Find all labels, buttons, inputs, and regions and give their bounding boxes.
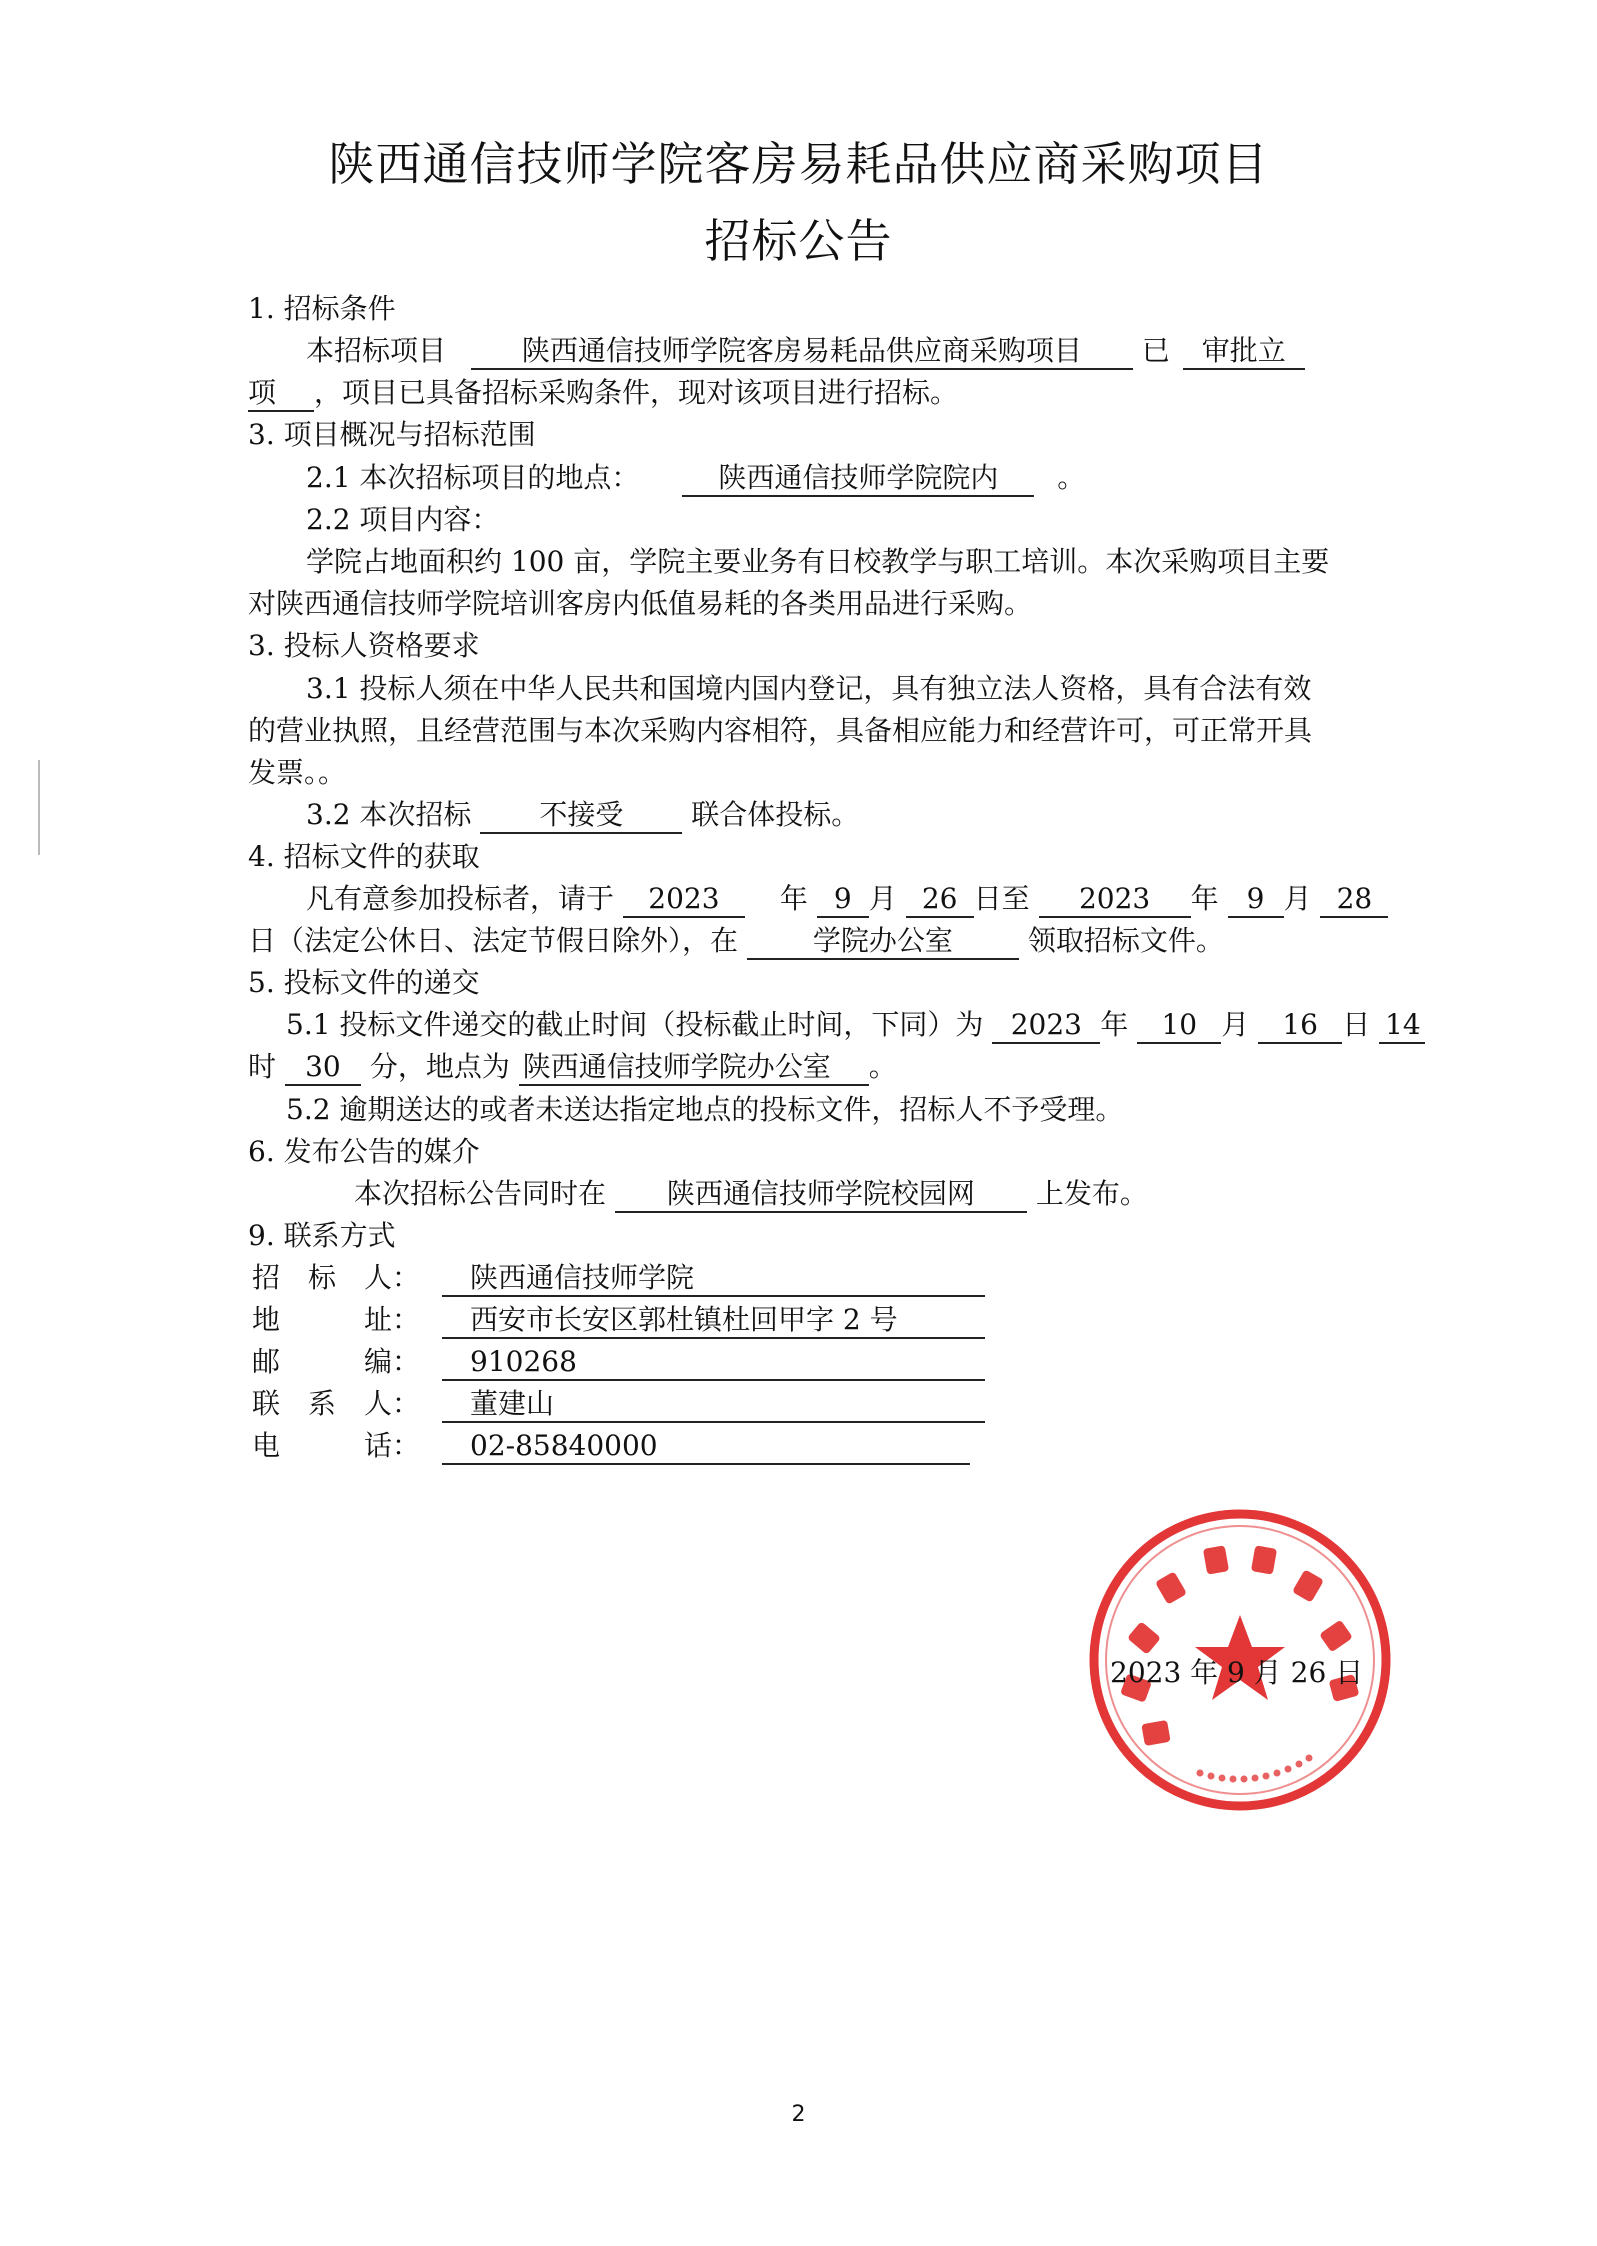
s3-p31-3: 发票。。: [248, 756, 347, 789]
s6-heading: 6. 发布公告的媒介: [248, 1135, 480, 1168]
s1-line2: [248, 373, 958, 413]
s1-mid: 已: [1141, 334, 1170, 367]
s3-p31-1: 3.1 投标人须在中华人民共和国境内国内登记，具有独立法人资格，具有合法有效: [306, 672, 1312, 705]
s5-p52: 5.2 逾期送达的或者未送达指定地点的投标文件，招标人不予受理。: [286, 1093, 1124, 1126]
s3-consortium: 不接受: [480, 798, 682, 834]
scan-margin-mark: [38, 760, 40, 855]
s4-l2-pre: 日（法定公休日、法定节假日除外），在: [248, 924, 739, 957]
s5-pre: 5.1 投标文件递交的截止时间（投标截止时间，下同）为: [286, 1008, 984, 1041]
title-line-2: 招标公告: [704, 214, 893, 268]
s5-place: 陕西通信技师学院办公室: [519, 1050, 869, 1086]
s9-heading: 9. 联系方式: [248, 1219, 396, 1252]
contact-value: 西安市长安区郭杜镇杜回甲字 2 号: [442, 1303, 985, 1339]
s2-location: 陕西通信技师学院院内: [682, 461, 1034, 497]
s4-month-2: 9: [1228, 882, 1284, 918]
s4-year-1: 2023: [623, 882, 745, 918]
contact-row: [252, 1426, 970, 1466]
s4-day-2: 28: [1320, 882, 1388, 918]
s2-p21-pre: 2.1 本次招标项目的地点：: [306, 461, 640, 494]
s4-place: 学院办公室: [747, 924, 1019, 960]
contact-value: 910268: [442, 1345, 985, 1381]
s6-pre: 本次招标公告同时在: [354, 1177, 607, 1210]
s3-p32-pre: 3.2 本次招标: [306, 798, 472, 831]
title-line-1: 陕西通信技师学院客房易耗品供应商采购项目: [328, 137, 1269, 191]
s1-status-a: 审批立: [1183, 334, 1305, 370]
s4-nian-2: 年: [1190, 882, 1219, 915]
contact-value: 陕西通信技师学院: [442, 1261, 985, 1297]
s4-pre: 凡有意参加投标者，请于: [306, 882, 615, 915]
s3-p31-2: 的营业执照，且经营范围与本次采购内容相符，具备相应能力和经营许可，可正常开具: [248, 714, 1313, 747]
s6-post: 上发布。: [1035, 1177, 1148, 1210]
s4-heading: 4. 招标文件的获取: [248, 840, 480, 873]
contact-label: 邮 编：: [252, 1345, 421, 1378]
s5-p51-line2: [248, 1047, 897, 1087]
s2-p21-post: 。: [1057, 461, 1086, 494]
contact-label: 招 标 人：: [252, 1261, 421, 1294]
s1-post: ，项目已具备招标采购条件，现对该项目进行招标。: [314, 376, 959, 409]
s3-p32: [306, 795, 859, 835]
s5-minute: 30: [285, 1050, 361, 1086]
contact-row: [252, 1384, 985, 1424]
contact-label: 联 系 人：: [252, 1387, 421, 1420]
s5-day: 16: [1258, 1008, 1342, 1044]
contact-row: [252, 1342, 985, 1382]
s5-nian: 年: [1100, 1008, 1129, 1041]
s5-year: 2023: [992, 1008, 1100, 1044]
contact-row: [252, 1300, 985, 1340]
s2-desc-2: 对陕西通信技师学院培训客房内低值易耗的各类用品进行采购。: [248, 587, 1033, 620]
s6-line: [354, 1174, 1148, 1214]
s4-rizhi: 日至: [973, 882, 1030, 915]
page-number: 2: [791, 2102, 806, 2127]
s1-project-name: 陕西通信技师学院客房易耗品供应商采购项目: [471, 334, 1133, 370]
signing-date: 2023 年 9 月 26 日: [1110, 1656, 1364, 1689]
s4-year-2: 2023: [1039, 882, 1191, 918]
s5-heading: 5. 投标文件的递交: [248, 966, 480, 999]
s1-line1: [306, 331, 1305, 371]
s3-heading: 3. 投标人资格要求: [248, 629, 480, 662]
s5-p51-line1: [286, 1005, 1425, 1045]
s1-pre: 本招标项目: [306, 334, 447, 367]
s4-yue-1: 月: [868, 882, 897, 915]
contact-value: 02-85840000: [442, 1429, 970, 1465]
s4-nian-1: 年: [779, 882, 808, 915]
s3-p32-post: 联合体投标。: [691, 798, 860, 831]
s5-yue: 月: [1221, 1008, 1250, 1041]
s5-hour: 14: [1379, 1008, 1425, 1044]
s5-mid: 分，地点为: [369, 1050, 510, 1083]
s6-media: 陕西通信技师学院校园网: [615, 1177, 1027, 1213]
s4-day-1: 26: [906, 882, 974, 918]
s5-shi: 时: [248, 1050, 277, 1083]
contact-label: 地 址：: [252, 1303, 421, 1336]
s4-l2-post: 领取招标文件。: [1027, 924, 1224, 957]
s2-heading: 3. 项目概况与招标范围: [248, 418, 536, 451]
contact-value: 董建山: [442, 1387, 985, 1423]
contact-row: [252, 1258, 985, 1298]
contact-label: 电 话：: [252, 1429, 421, 1462]
s5-ri: 日: [1342, 1008, 1371, 1041]
s4-yue-2: 月: [1283, 882, 1312, 915]
s5-month: 10: [1137, 1008, 1221, 1044]
s4-line2: [248, 921, 1224, 961]
s5-post: 。: [868, 1050, 897, 1083]
s1-heading: 1. 招标条件: [248, 292, 396, 325]
s1-status-b: 项: [248, 376, 314, 412]
s4-line1: [306, 879, 1388, 919]
s4-month-1: 9: [817, 882, 869, 918]
s2-desc-1: 学院占地面积约 100 亩，学院主要业务有日校教学与职工培训。本次采购项目主要: [306, 545, 1330, 578]
s2-p22: 2.2 项目内容：: [306, 503, 500, 536]
s2-p21: [306, 458, 1085, 498]
